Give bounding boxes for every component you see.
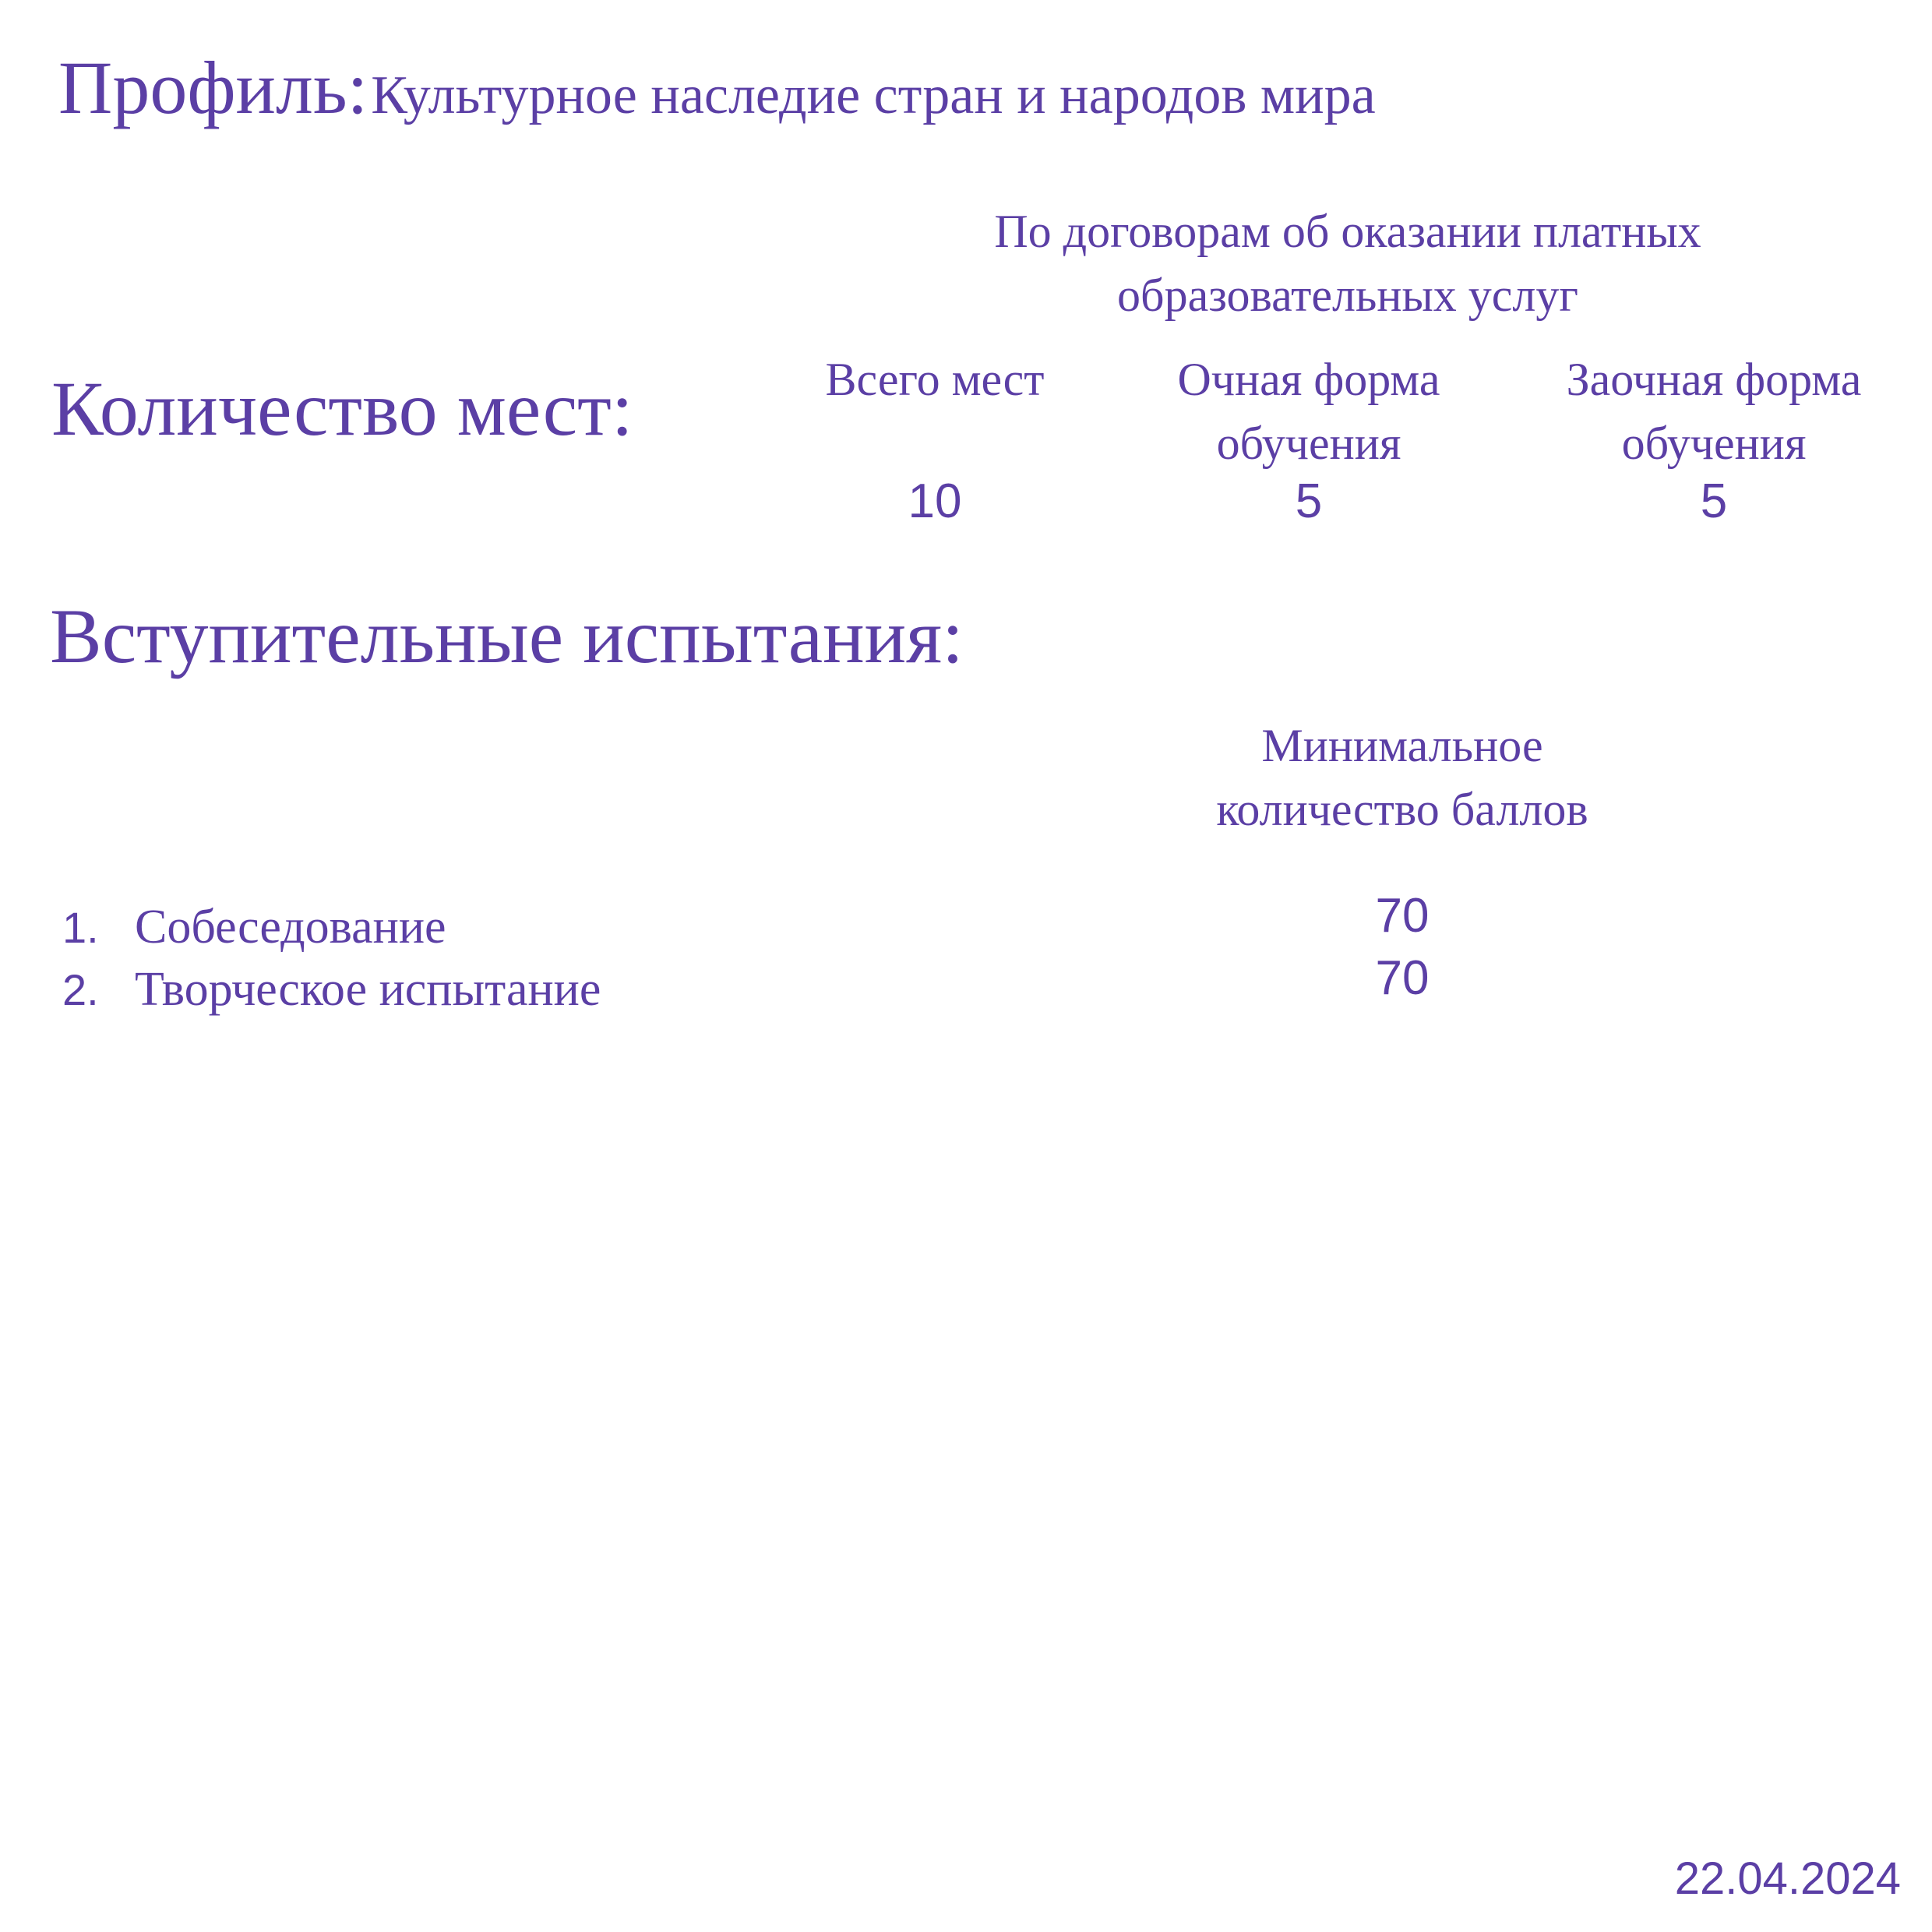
exam-min-score: 70 (1375, 889, 1430, 943)
min-score-header (1153, 714, 1652, 841)
seats-total-value: 10 (908, 474, 962, 528)
column-fulltime-line1: Очная форма (1177, 354, 1440, 405)
column-total-line1: Всего мест (825, 354, 1045, 405)
date-stamp: 22.04.2024 (1674, 1853, 1901, 1904)
seats-column-fulltime-header (1122, 347, 1496, 475)
seats-column-parttime-header (1519, 347, 1909, 475)
exam-name: Творческое испытание (135, 963, 601, 1016)
list-item (62, 896, 601, 958)
profile-title (58, 47, 1376, 129)
exam-list (62, 896, 601, 1021)
score-list (1324, 885, 1480, 1010)
column-parttime-line1: Заочная форма (1566, 354, 1862, 405)
paid-header-line1: По договорам об оказании платных (994, 206, 1701, 257)
exam-number: 2. (62, 965, 99, 1014)
column-fulltime-line2: обучения (1216, 418, 1401, 469)
profile-name: Культурное наследие стран и народов мира (371, 65, 1376, 125)
list-item (62, 958, 601, 1021)
exam-min-score: 70 (1375, 951, 1430, 1005)
exam-name: Собеседование (135, 901, 446, 954)
paid-contracts-header (857, 199, 1839, 327)
min-score-line1: Минимальное (1261, 720, 1543, 771)
paid-header-line2: образовательных услуг (1117, 270, 1578, 321)
seats-fulltime-value: 5 (1295, 474, 1323, 528)
exam-number: 1. (62, 903, 99, 952)
min-score-line2: количество баллов (1216, 784, 1588, 835)
seats-column-total-header (779, 347, 1091, 411)
seats-heading: Количество мест: (51, 365, 633, 452)
profile-label: Профиль: (58, 46, 368, 129)
exams-heading: Вступительные испытания: (50, 593, 964, 679)
column-parttime-line2: обучения (1621, 418, 1807, 469)
seats-parttime-value: 5 (1700, 474, 1728, 528)
